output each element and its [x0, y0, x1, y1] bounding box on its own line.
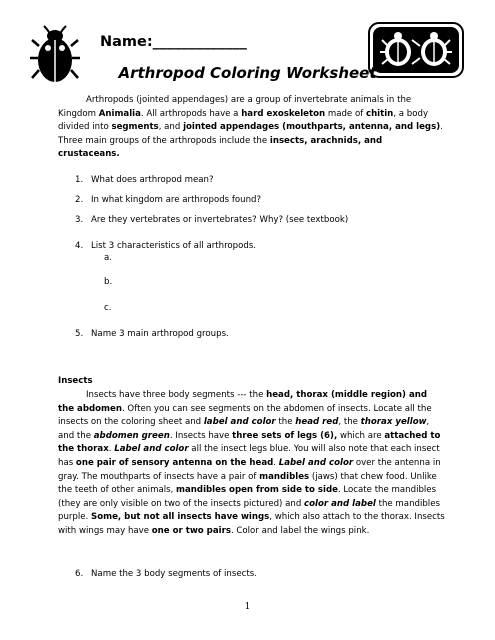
question-4: 4. List 3 characteristics of all arthropods. — [75, 241, 257, 251]
insects-heading: Insects — [58, 376, 93, 386]
name-field-label: Name:_____________ — [100, 34, 247, 50]
intro-paragraph: Arthropods (jointed appendages) are a group of invertebrate animals in the Kingdom Animalia. All arthropods have a hard exoskeleton made of chitin, a body divided into segments, and jointed appendages (mouthparts, antenna, and legs). Three main groups of the arthropods include the insects, arachnids, and crustaceans. — [58, 95, 443, 160]
answer-item-b: b. — [104, 277, 113, 287]
question-6: 6. Name the 3 body segments of insects. — [75, 569, 257, 579]
insects-paragraph: Insects have three body segments --- the head, thorax (middle region) and the abdomen. Often you can see segments on the abdomen of insects. Locate all the insects on the coloring sheet and label and color the head red, the thorax yellow, and the abdomen green. Insects have three sets of legs (6), which are attached to the thorax. Label and color all the insect legs blue. You will also note that each insect has one pair of sensory antenna on the head. Label and color over the antenna in gray. The mouthparts of insects have a pair of mandibles (jaws) that chew food. Unlike the teeth of other animals, mandibles open from side to side. Locate the mandibles (they are only visible on two of the insects pictured) and color and label the mandibles purple. Some, but not all insects have wings, which also attach to the thorax. Insects with wings may have one or two pairs. Color and label the wings pink. — [58, 390, 445, 536]
question-2: 2. In what kingdom are arthropods found? — [75, 195, 262, 205]
page-title: Arthropod Coloring Worksheet — [118, 64, 377, 82]
question-5: 5. Name 3 main arthropod groups. — [75, 329, 229, 339]
question-3: 3. Are they vertebrates or invertebrates? Why? (see textbook) — [75, 215, 349, 225]
page-number: 1 — [244, 602, 251, 612]
answer-item-c: c. — [104, 303, 112, 313]
question-1: 1. What does arthropod mean? — [75, 175, 214, 185]
answer-item-a: a. — [104, 253, 112, 263]
